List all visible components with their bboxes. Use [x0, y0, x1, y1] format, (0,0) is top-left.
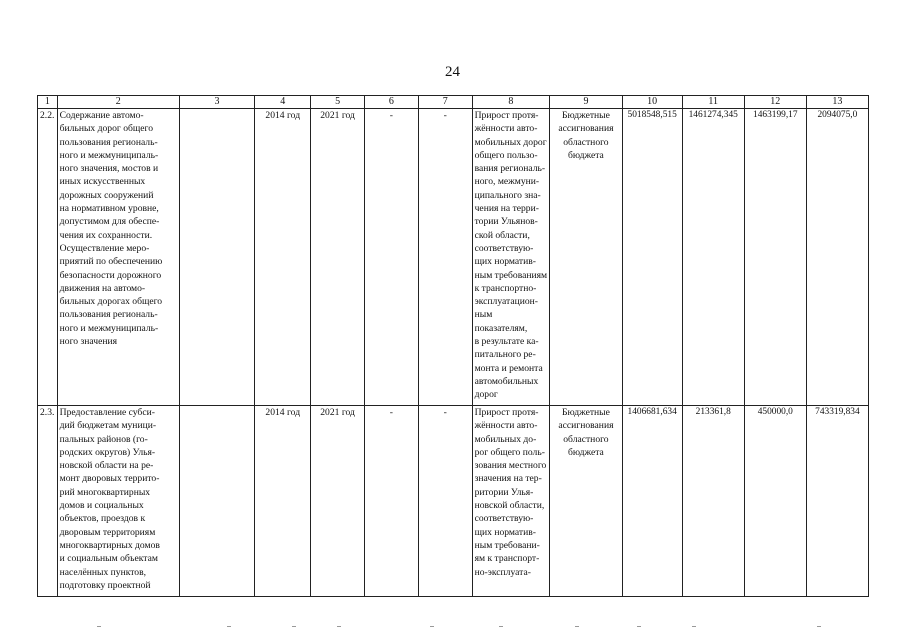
column-header: 2: [57, 96, 179, 109]
end-year: 2021 год: [311, 109, 365, 406]
cell-col7: -: [418, 109, 472, 406]
text-line: допустимом для обеспе-: [59, 216, 160, 228]
start-year: 2014 год: [255, 109, 311, 406]
text-line: дий бюджетам муници-: [59, 420, 157, 432]
text-line: щих норматив-: [474, 526, 536, 538]
text-line: родских округов) Улья-: [59, 446, 156, 458]
text-line: Содержание автомо-: [59, 110, 144, 121]
text-line: ным показателям,: [474, 309, 528, 334]
activity-name: [57, 109, 179, 406]
scan-mark: [499, 626, 503, 627]
text-line: мобильных до-: [474, 433, 537, 445]
row-number: 2.2.: [38, 109, 58, 406]
text-line: монт дворовых террито-: [59, 473, 160, 485]
end-year: 2021 год: [311, 406, 365, 597]
scan-mark: [575, 626, 579, 627]
amount-col11: 213361,8: [682, 406, 744, 597]
text-line: мобильных дорог: [474, 136, 547, 148]
column-header: 4: [255, 96, 311, 109]
text-line: областного: [563, 433, 609, 445]
text-line: новской области,: [474, 500, 545, 512]
scan-mark: [337, 626, 341, 627]
text-line: безопасности дорожного: [59, 269, 162, 281]
text-line: дворовым территориям: [59, 526, 156, 538]
amount-total: 1406681,634: [622, 406, 682, 597]
text-line: Прирост протя-: [474, 407, 539, 418]
row-number: 2.3.: [38, 406, 58, 597]
text-line: Бюджетные: [562, 407, 610, 418]
text-line: эксплуатацион-: [474, 296, 538, 308]
text-line: подготовку проектной: [59, 579, 151, 591]
text-line: областного: [563, 136, 609, 148]
text-line: зования местного: [474, 460, 547, 472]
text-line: ципального зна-: [474, 189, 541, 201]
amount-col12: 450000,0: [744, 406, 806, 597]
text-line: общего пользо-: [474, 149, 538, 161]
amount-total: 5018548,515: [622, 109, 682, 406]
cell-col6: -: [364, 109, 418, 406]
text-line: но-эксплуата-: [474, 566, 531, 578]
funding-source: [550, 406, 622, 597]
cell-col3: [179, 406, 255, 597]
target-indicator: [472, 406, 550, 597]
text-line: ассигнования: [558, 420, 614, 432]
text-line: бюджета: [568, 446, 604, 458]
text-line: ным требовани-: [474, 539, 540, 551]
text-line: ассигнования: [558, 123, 614, 135]
text-line: чения на терри-: [474, 203, 539, 215]
column-header: 10: [622, 96, 682, 109]
cell-col3: [179, 109, 255, 406]
table-row: [38, 109, 869, 406]
amount-col11: 1461274,345: [682, 109, 744, 406]
scan-mark: [227, 626, 231, 627]
column-header: 13: [806, 96, 868, 109]
text-line: пользования региональ-: [59, 309, 158, 321]
column-header: 5: [311, 96, 365, 109]
text-line: пальных районов (го-: [59, 433, 148, 445]
text-line: значения на тер-: [474, 473, 542, 485]
text-line: жённости авто-: [474, 420, 538, 432]
text-line: к транспортно-: [474, 282, 537, 294]
text-line: иных искусственных: [59, 176, 146, 188]
page-number: 24: [445, 64, 460, 80]
scan-mark: [97, 626, 101, 627]
text-line: многоквартирных домов: [59, 539, 160, 551]
text-line: тории Ульянов-: [474, 216, 538, 228]
text-line: приятий по обеспечению: [59, 256, 163, 268]
text-line: Осуществление меро-: [59, 242, 150, 254]
text-line: вания региональ-: [474, 163, 546, 175]
text-line: ного и межмуниципаль-: [59, 322, 159, 334]
text-line: населённых пунктов,: [59, 566, 147, 578]
amount-col12: 1463199,17: [744, 109, 806, 406]
column-header: 9: [550, 96, 622, 109]
start-year: 2014 год: [255, 406, 311, 597]
cell-col6: -: [364, 406, 418, 597]
cell-col7: -: [418, 406, 472, 597]
text-line: объектов, проездов к: [59, 513, 146, 525]
text-line: щих норматив-: [474, 256, 536, 268]
amount-col13: 2094075,0: [806, 109, 868, 406]
scan-mark: [817, 626, 821, 627]
target-indicator: [472, 109, 550, 406]
column-header: 12: [744, 96, 806, 109]
text-line: Предоставление субси-: [59, 407, 155, 418]
text-line: в результате ка-: [474, 336, 539, 348]
text-line: автомобильных: [474, 375, 539, 387]
text-line: рог общего поль-: [474, 446, 545, 458]
text-line: Бюджетные: [562, 110, 610, 121]
amount-col13: 743319,834: [806, 406, 868, 597]
activity-name: [57, 406, 179, 597]
text-line: чения их сохранности.: [59, 229, 153, 241]
text-line: и социальным объектам: [59, 553, 158, 565]
text-line: рий многоквартирных: [59, 486, 151, 498]
text-line: бюджета: [568, 149, 604, 161]
table-row: [38, 406, 869, 597]
scan-mark: [637, 626, 641, 627]
text-line: ного значения: [59, 336, 118, 348]
text-line: соответствую-: [474, 513, 534, 525]
text-line: на нормативном уровне,: [59, 203, 159, 215]
text-line: ного и межмуниципаль-: [59, 149, 159, 161]
column-header: 11: [682, 96, 744, 109]
text-line: ям к транспорт-: [474, 553, 540, 565]
text-line: ного значения, мостов и: [59, 163, 159, 175]
text-line: питального ре-: [474, 349, 536, 361]
text-line: ного, межмуни-: [474, 176, 540, 188]
scan-mark: [692, 626, 696, 627]
column-header: 1: [38, 96, 58, 109]
text-line: новской области на ре-: [59, 460, 154, 472]
text-line: бильных дорогах общего: [59, 296, 163, 308]
header-row: [38, 96, 869, 109]
text-line: соответствую-: [474, 242, 534, 254]
text-line: бильных дорог общего: [59, 123, 154, 135]
text-line: дорожных сооружений: [59, 189, 154, 201]
text-line: монта и ремонта: [474, 362, 543, 374]
text-line: дорог: [474, 389, 498, 401]
column-header: 7: [418, 96, 472, 109]
text-line: пользования региональ-: [59, 136, 158, 148]
text-line: домов и социальных: [59, 500, 144, 512]
program-activities-table: [37, 95, 869, 597]
text-line: ным требованиям: [474, 269, 548, 281]
funding-source: [550, 109, 622, 406]
scan-mark: [430, 626, 434, 627]
text-line: ритории Улья-: [474, 486, 534, 498]
text-line: ской области,: [474, 229, 530, 241]
scan-edge-marks: [37, 626, 869, 632]
text-line: жённости авто-: [474, 123, 538, 135]
column-header: 8: [472, 96, 550, 109]
column-header: 3: [179, 96, 255, 109]
scan-mark: [292, 626, 296, 627]
text-line: Прирост протя-: [474, 110, 539, 121]
text-line: движения на автомо-: [59, 282, 146, 294]
column-header: 6: [364, 96, 418, 109]
